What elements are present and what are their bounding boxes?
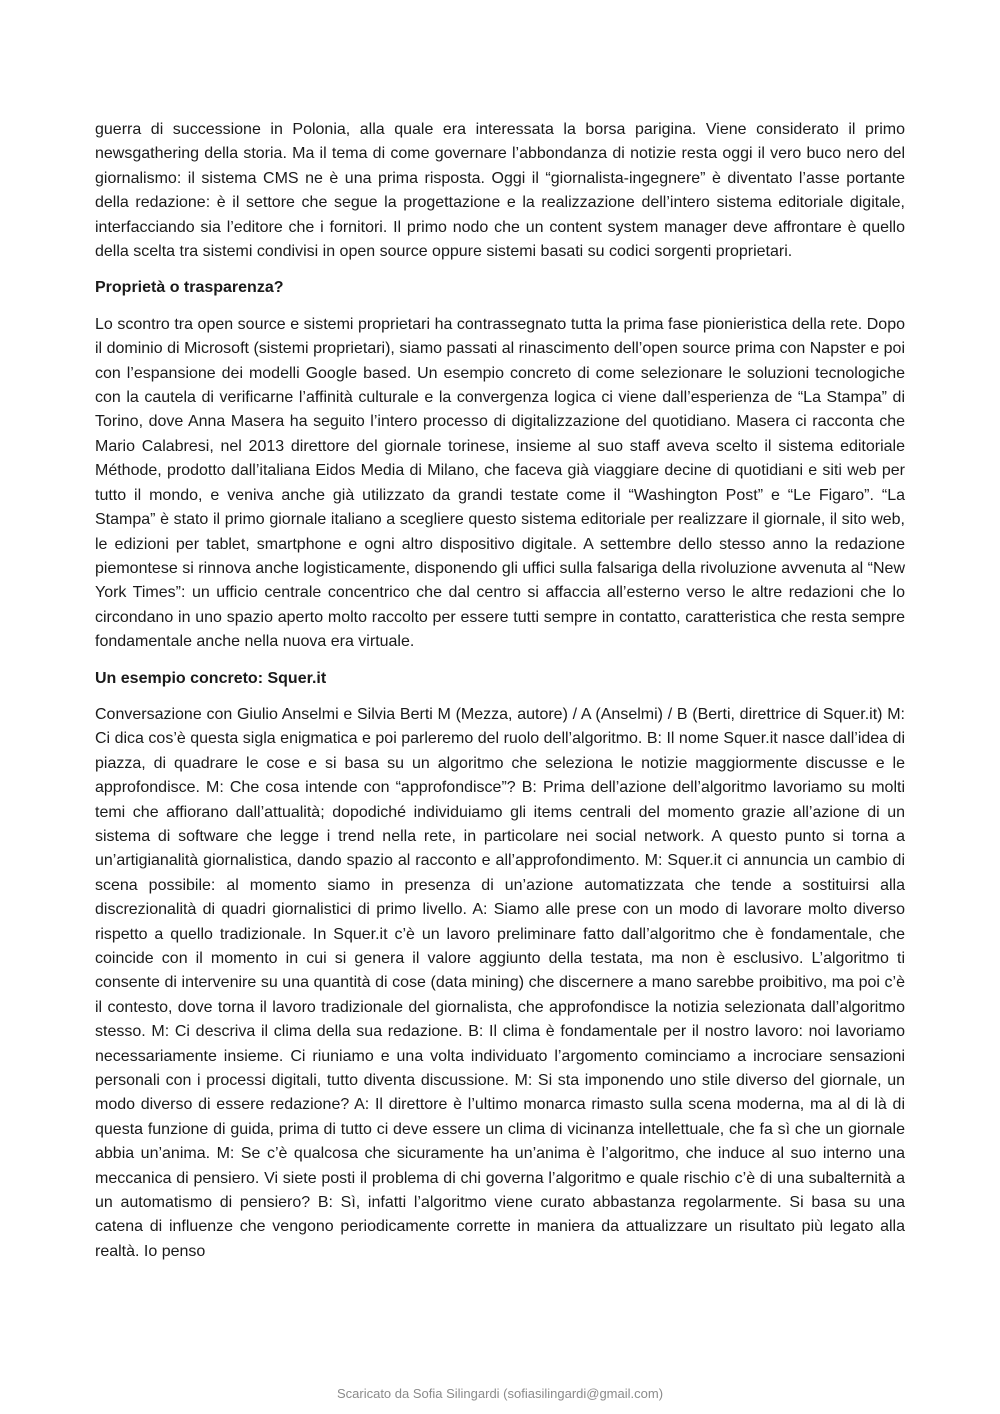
paragraph-intro: guerra di successione in Polonia, alla quale era interessata la borsa parigina. Viene considerato il primo newsgathering della storia. Ma il tema di come governare l’abbondanza di notizie resta oggi il vero buco nero del giornalismo: il sistema CMS ne è una prima risposta. Oggi il “giornalista-ingegnere” è diventato l’asse portante della redazione: è il settore che segue la progettazione e la realizzazione dell’intero sistema editoriale digitale, interfacciando sia l’editore che i fornitori. Il primo nodo che un content system manager deve affrontare è quello della scelta tra sistemi condivisi in open source oppure sistemi basati su codici sorgenti proprietari. bbox=[95, 121, 905, 261]
section-heading-proprieta: Proprietà o trasparenza? bbox=[95, 279, 284, 297]
paragraph-interview: Conversazione con Giulio Anselmi e Silvia Berti M (Mezza, autore) / A (Anselmi) / B (Berti, direttrice di Squer.it) M: Ci dica cos’è questa sigla enigmatica e poi parleremo del ruolo dell’algoritmo. B: Il nome Squer.it nasce dall’idea di piazza, di quadrare le cose e si basa su un algoritmo che seleziona le notizie maggiormente discusse e le approfondisce. M: Che cosa intende con “approfondisce”? B: Prima dell’azione dell’algoritmo lavoriamo su molti temi che affiorano dall’attualità; dopodiché individuiamo gli items centrali del momento grazie all’azione di un sistema di software che legge i trend nella rete, in particolare nei social network. A questo punto si torna a un’artigianalità giornalistica, dando spazio al racconto e all’approfondimento. M: Squer.it ci annuncia un cambio di scena possibile: al momento siamo in presenza di un’azione automatizzata che tende a sostituirsi alla discrezionalità di quadri giornalistici di primo livello. A: Siamo alle prese con un modo di lavorare molto diverso rispetto a quello tradizionale. In Squer.it c’è un lavoro preliminare fatto dall’algoritmo che è fondamentale, che coincide con il momento in cui si genera il valore aggiunto della testata, ma non è esclusivo. L’algoritmo ti consente di intervenire su una quantità di cose (data mining) che discernere a mano sarebbe proibitivo, ma poi c’è il contesto, dove torna il lavoro tradizionale del giornalista, che approfondisce la notizia selezionata dall’algoritmo stesso. M: Ci descriva il clima della sua redazione. B: Il clima è fondamentale per il nostro lavoro: noi lavoriamo necessariamente insieme. Ci riuniamo e una volta individuato l’argomento cominciamo a incrociare sensazioni personali con i processi digitali, tutto diventa discussione. M: Si sta imponendo uno stile diverso del giornale, un modo diverso di essere redazione? A: Il direttore è l’ultimo monarca rimasto sulla scena moderna, ma al di là di questa funzione di guida, prima di tutto ci deve essere un clima di vicinanza intellettuale, che fa sì che un giornale abbia un’anima. M: Se c’è qualcosa che sicuramente ha un’anima è l’algoritmo, che induce al suo interno una meccanica di pensiero. Vi siete posti il problema di chi governa l’algoritmo e quale rischio c’è di una subalternità a un automatismo di pensiero? B: Sì, infatti l’algoritmo viene curato abbastanza regolarmente. Si basa su una catena di influenze che vengono periodicamente corrette in maniera da attualizzare un risultato più legato alla realtà. Io penso bbox=[95, 705, 905, 1260]
document-body bbox=[95, 118, 905, 1276]
paragraph-open-source: Lo scontro tra open source e sistemi proprietari ha contrassegnato tutta la prima fase pionieristica della rete. Dopo il dominio di Microsoft (sistemi proprietari), siamo passati al rinascimento dell’open source prima con Napster e poi con l’espansione dei modelli Google based. Un esempio concreto di come selezionare le soluzioni tecnologiche con la cautela di verificarne l’affinità culturale e la convergenza logica ci viene dall’esperienza de “La Stampa” di Torino, dove Anna Masera ha seguito l’intero processo di digitalizzazione del quotidiano. Masera ci racconta che Mario Calabresi, nel 2013 direttore del giornale torinese, insieme al suo staff aveva scelto il sistema editoriale Méthode, prodotto dall’italiana Eidos Media di Milano, che faceva già viaggiare decine di quotidiani e siti web per tutto il mondo, e veniva anche già utilizzato da grandi testate come il “Washington Post” e “Le Figaro”. “La Stampa” è stato il primo giornale italiano a scegliere questo sistema editoriale per realizzare il giornale, il sito web, le edizioni per tablet, smartphone e ogni altro dispositivo digitale. A settembre dello stesso anno la redazione piemontese si rinnova anche logisticamente, disponendo gli uffici sulla falsariga della rivoluzione avvenuta al “New York Times”: un ufficio centrale concentrico che dal centro si affaccia all’esterno verso le altre redazioni che lo circondano in uno spazio aperto molto raccolto per essere tutti sempre in contatto, caratteristica che resta sempre fondamentale anche nella nuova era virtuale. bbox=[95, 315, 905, 651]
section-heading-squer: Un esempio concreto: Squer.it bbox=[95, 669, 327, 687]
download-footer: Scaricato da Sofia Silingardi (sofiasilingardi@gmail.com) bbox=[336, 1386, 664, 1401]
